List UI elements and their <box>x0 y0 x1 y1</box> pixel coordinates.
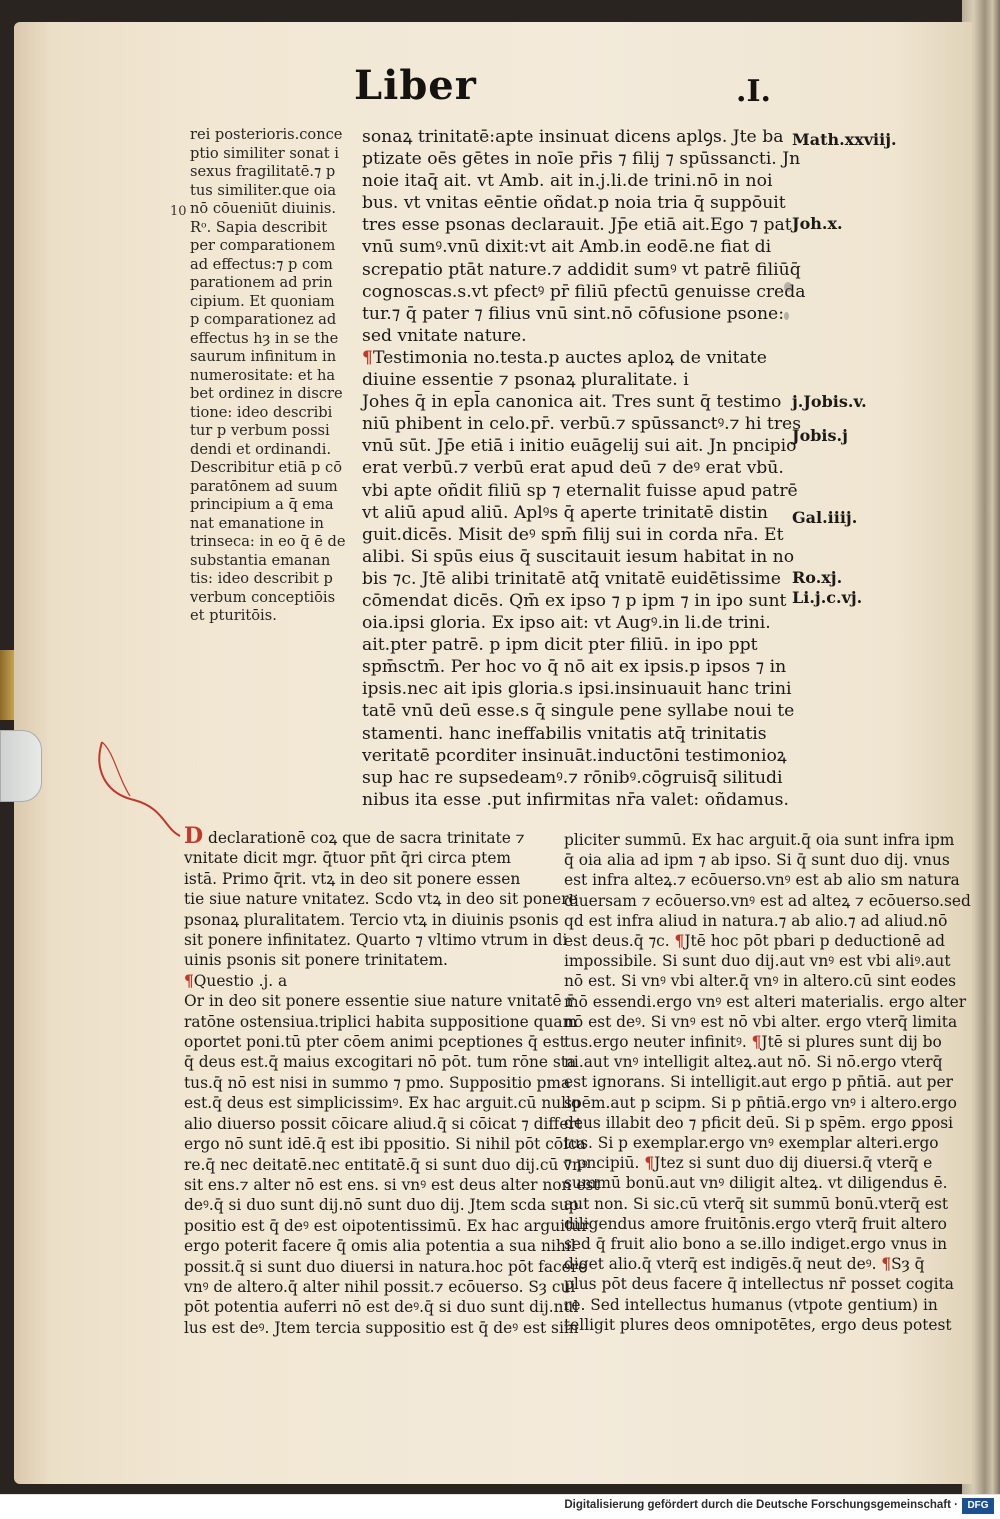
ref-li: Li.j.c.vj. <box>792 588 863 607</box>
main-text-line: stamenti. hanc ineffabilis vnitatis atq̄ trinitatis <box>362 723 767 744</box>
main-text-line: oia.ipsi gloria. Ex ipso ait: vt Augꝰ.in li.de trini. <box>362 613 771 634</box>
gloss-line: dendi et ordinandi. <box>190 440 332 458</box>
lower-left-line: lus est deꝰ. Jtem tercia suppositio est q̄ deꝰ est sim <box>184 1318 579 1337</box>
lower-right-line: ⁊ pncipiū. ¶Jtez si sunt duo dij diuersi.q̄ vterq̄ e <box>564 1154 933 1173</box>
gloss-line: numerositate: et ha <box>190 366 336 384</box>
pilcrow-mark: ¶ <box>674 932 685 951</box>
lower-left-line: istā. Primo q̄rit. vtꝝ in deo sit ponere essen <box>184 869 521 888</box>
gloss-line: rei posterioris.conce <box>190 126 343 143</box>
ref-math: Math.xxviij. <box>792 130 897 149</box>
main-text-line: veritatē pcorditer insinuāt.inductōni testimonioꝝ <box>362 745 787 766</box>
main-text-line: cognoscas.s.vt pfectꝰ pr̄ filiū pfectū genuisse creda <box>362 281 806 302</box>
gloss-line: tione: ideo describi <box>190 403 333 421</box>
main-text-line: vbi apte oñdit filiū sp ⁊ eternalit fuisse apud patrē <box>362 480 798 501</box>
main-text-line: screpatio ptāt nature.⁊ addidit sumꝰ vt patrē filiūq̄ <box>362 259 801 280</box>
lower-left-line: sit ens.⁊ alter nō est ens. si vnꝰ est deus alter non est <box>184 1175 600 1194</box>
gloss-line: verbum conceptiōis <box>190 588 336 606</box>
lower-right-line: nō est deꝰ. Si vnꝰ est nō vbi alter. ergo vterq̄ limita <box>564 1012 958 1031</box>
lower-right-line: aut non. Si sic.cū vterq̄ sit summū bonū.vterq̄ est <box>564 1194 949 1213</box>
lower-right-line: tus. Si p exemplar.ergo vnꝰ exemplar alteri.ergo <box>564 1134 939 1153</box>
gloss-line: saurum infinitum in <box>190 348 337 365</box>
main-text-line: niū phibent in celo.pr̄. verbū.⁊ spūssanctꝰ.⁊ hi tres <box>362 414 802 435</box>
lower-left-line: ratōne ostensiua.triplici habita suppositione quam <box>184 1012 578 1031</box>
gloss-line: effectus hȝ in se the <box>190 329 339 347</box>
main-text-line: ipsis.nec ait ipis gloria.s ipsi.insinuauit hanc trini <box>362 679 792 700</box>
gloss-line: tus similiter.que oia <box>190 181 337 199</box>
gloss-line: principium a q̄ ema <box>190 496 334 513</box>
edge-stain <box>0 650 14 720</box>
gloss-line: bet ordinez in discre <box>190 385 343 402</box>
pilcrow-mark: ¶ <box>184 971 194 990</box>
lower-left-line: vnꝰ de altero.q̄ alter nihil possit.⁊ ecōuerso. Sȝ cui <box>184 1277 576 1296</box>
ref-joh: Joh.x. <box>792 214 843 233</box>
gloss-line: Rᵒ. Sapia describit <box>190 218 328 236</box>
gloss-line: paratōnem ad suum <box>190 477 338 495</box>
main-text-line: guit.dicēs. Misit deꝰ spm̄ filij sui in corda nr̄a. Et <box>362 524 784 545</box>
main-text-line: ait.pter patrē. p ipm dicit pter filiū. in ipo ppt <box>362 635 758 656</box>
lower-right-line: diligendus amore fruitōnis.ergo vterq̄ fruit altero <box>564 1214 947 1233</box>
gloss-line: parationem ad prin <box>190 274 333 291</box>
lower-left-line: tus.q̄ nō est nisi in summo ⁊ pmo. Suppositio pma <box>184 1073 571 1092</box>
gloss-line: nō cōueniūt diuinis. <box>190 200 337 217</box>
decorated-initial: D <box>184 823 204 849</box>
main-text-column <box>362 126 806 811</box>
lower-left-line: Or in deo sit ponere essentie siue nature vnitatē r̄ <box>184 992 574 1011</box>
lower-left-line: tie siue nature vnitatez. Scdo vtꝝ in deo sit ponere <box>184 890 578 909</box>
main-text-line: alibi. Si spūs eius q̄ suscitauit iesum habitat in no <box>362 546 795 567</box>
lower-right-line: mō essendi.ergo vnꝰ est alteri materialis. ergo alter <box>564 992 967 1011</box>
main-text-line: nibus ita esse .put infirmitas nr̄a valet: oñdamus. <box>362 789 789 810</box>
lower-right-line: diget alio.q̄ vterq̄ est indigēs.q̄ neut deꝰ. ¶Sȝ q̄ <box>564 1255 925 1274</box>
pilcrow-mark: ¶ <box>881 1255 892 1274</box>
lower-left-line: oportet poni.tū pter cōem animi pceptiones q̄ est <box>184 1033 566 1052</box>
gloss-line: substantia emanan <box>190 551 331 569</box>
pilcrow-mark: ¶ <box>751 1033 762 1052</box>
lower-right-line: ni.aut vnꝰ intelligit alteꝝ.aut nō. Si nō.ergo vterq̄ <box>564 1053 943 1072</box>
lower-right-line: deus illabit deo ⁊ pficit deū. Si p spēm. ergo ꝑposi <box>564 1113 954 1132</box>
lower-left-line: q̄ deus est.q̄ maius excogitari nō pōt. tum rōne sta <box>184 1053 577 1072</box>
gloss-line: trinseca: in eo q̄ ē de <box>190 533 346 550</box>
main-text-line: Johes q̄ in epl̄a canonica ait. Tres sunt q̄ testimo <box>362 392 782 413</box>
lower-left-line: sit ponere infinitatez. Quarto ⁊ vltimo vtrum in di <box>184 931 568 950</box>
footer-bar <box>0 1494 1000 1519</box>
gloss-line: ad effectus:⁊ p com <box>190 255 333 273</box>
lower-left-line: positio est q̄ deꝰ est oipotentissimū. Ex hac arguitur <box>184 1216 589 1235</box>
ink-smudge <box>784 312 789 320</box>
lower-left-line: vnitate dicit mgr. q̄tuor pn̄t q̄ri circa ptem <box>184 849 512 868</box>
lower-left-line: possit.q̄ si sunt duo diuersi in natura.hoc pōt facere <box>184 1257 588 1276</box>
lower-right-line: pliciter summū. Ex hac arguit.q̄ oia sunt infra ipm <box>564 831 955 849</box>
main-text-line: vnū sumꝰ.vnū dixit:vt ait Amb.in eodē.ne fiat di <box>362 237 772 258</box>
main-text-line: erat verbū.⁊ verbū erat apud deū ⁊ deꝰ erat vbū. <box>362 458 784 479</box>
lower-left-line: D declarationē coꝝ que de sacra trinitate ⁊ <box>184 823 525 849</box>
lower-right-column <box>564 830 971 1335</box>
lower-left-line: deꝰ.q̄ si duo sunt dij.nō sunt duo dij. Jtem scda sup <box>184 1196 579 1215</box>
lower-left-line: psonaꝝ pluralitatem. Tercio vtꝝ in diuinis psonis <box>184 910 559 929</box>
gloss-line: tis: ideo describit p <box>190 570 333 587</box>
main-text-line: ¶Testimonia no.testa.p auctes aploꝝ de vnitate <box>362 347 767 368</box>
ref-ro: Ro.xj. <box>792 568 843 587</box>
pilcrow-mark: ¶ <box>644 1154 655 1173</box>
lower-right-line: qd est infra aliud in natura.⁊ ab alio.⁊ ad aliud.nō <box>564 911 948 930</box>
book-page <box>14 22 972 1484</box>
page-clip <box>0 730 42 802</box>
lower-right-line: spēm.aut p scipm. Si p pn̄tiā.ergo vnꝰ i altero.ergo <box>564 1093 957 1112</box>
lower-left-line: ergo poterit facere q̄ omis alia potentia a sua nihil <box>184 1237 576 1256</box>
lower-left-line: ¶Questio .j. a <box>184 971 288 990</box>
gloss-line: tur p verbum possi <box>190 422 330 439</box>
lower-left-line: pōt potentia auferri nō est deꝰ.q̄ si duo sunt dij.nul <box>184 1298 579 1317</box>
main-text-line: tatē vnū deū esse.s q̄ singule pene syllabe noui te <box>362 701 795 722</box>
gloss-line: per comparationem <box>190 237 336 254</box>
gloss-line: ptio similiter sonat i <box>190 144 339 162</box>
red-flourish-decoration <box>94 738 184 838</box>
ref-jobis-j: Jobis.j <box>792 426 848 445</box>
running-head-liber: Liber <box>354 62 477 109</box>
gloss-line: p comparationez ad <box>190 311 337 328</box>
gloss-line: nat emanatione in <box>190 514 324 532</box>
lower-right-line: est ignorans. Si intelligit.aut ergo p pn̄tiā. aut per <box>564 1073 953 1092</box>
lower-right-line: nō est. Si vnꝰ vbi alter.q̄ vnꝰ in altero.cū sint eodes <box>564 972 957 991</box>
lower-right-line: est deus.q̄ ⁊c. ¶Jtē hoc pōt pbari p deductionē ad <box>564 932 946 951</box>
main-text-line: sup hac re supsedeamꝰ.⁊ rōnibꝰ.cōgruisq̄ silitudi <box>362 767 783 788</box>
ink-smudge <box>784 282 792 292</box>
lower-right-line: tus.ergo neuter infinitꝰ. ¶Jtē si plures sunt dij bo <box>564 1033 942 1052</box>
main-text-line: diuine essentie ⁊ psonaꝝ pluralitate. i <box>362 370 689 391</box>
gloss-line: cipium. Et quoniam <box>190 292 335 310</box>
lower-right-line: telligit plures deos omnipotētes, ergo deus potest <box>564 1315 952 1334</box>
lower-left-line: uinis psonis sit ponere trinitatem. <box>184 951 448 970</box>
main-text-line: tres esse psonas declarauit. Jp̄e etiā ait.Ego ⁊ pat <box>362 215 792 236</box>
gloss-line-number: 10 <box>170 204 187 219</box>
gloss-line: et pturitōis. <box>190 607 277 624</box>
lower-right-line: impossibile. Si sunt duo dij.aut vnꝰ est vbi aliꝰ.aut <box>564 952 951 971</box>
footer-credit: Digitalisierung gefördert durch die Deutsche Forschungsgemeinschaft · <box>564 1499 958 1511</box>
lower-left-line: re.q̄ nec deitatē.nec entitatē.q̄ si sunt duo dij.cū vnꝰ <box>184 1155 588 1174</box>
lower-right-line: plus pōt deus facere q̄ intellectus nr̄ posset cogita <box>564 1275 954 1294</box>
main-text-line: spm̄sctm̄. Per hoc vo q̄ nō ait ex ipsis.p ipsos ⁊ in <box>362 657 787 678</box>
lower-right-line: diuersam ⁊ ecōuerso.vnꝰ est ad alteꝝ ⁊ ecōuerso.sed <box>564 891 971 910</box>
main-text-line: vnū sūt. Jp̄e etiā i initio euāgelij sui ait. Jn pncipio <box>362 436 797 457</box>
lower-left-line: est.q̄ deus est simplicissimꝰ. Ex hac arguit.cū nullo <box>184 1094 581 1113</box>
running-head-numeral: .I. <box>736 74 771 109</box>
main-text-line: bus. vt vnitas eēntie oñdat.p noia tria q̄ suppōuit <box>362 193 786 214</box>
pilcrow-mark: ¶ <box>362 347 373 368</box>
main-text-line: noie itaq̄ ait. vt Amb. ait in.j.li.de trini.nō in noi <box>362 171 773 192</box>
main-text-line: ptizate oēs gētes in noīe pr̄is ⁊ filij ⁊ spūssancti. Jn <box>362 149 801 170</box>
gloss-column <box>190 126 362 626</box>
lower-left-line: alio diuerso possit cōicare aliud.q̄ si cōicat ⁊ differt <box>184 1114 582 1133</box>
lower-right-line: q̄ oia alia ad ipm ⁊ ab ipso. Si q̄ sunt duo dij. vnus <box>564 851 950 870</box>
lower-left-line: ergo nō sunt idē.q̄ est ibi ppositio. Si nihil pōt cōica <box>184 1135 586 1154</box>
lower-right-line: sed q̄ fruit alio bono a se.illo indiget.ergo vnus in <box>564 1235 947 1254</box>
lower-right-line: est infra alteꝝ.⁊ ecōuerso.vnꝰ est ab alio sm natura <box>564 871 960 890</box>
main-text-line: tur.⁊ q̄ pater ⁊ filius vnū sint.nō cōfusione psone: <box>362 303 784 324</box>
main-text-line: bis ⁊c. Jtē alibi trinitatē atq̄ vnitatē euidētissime <box>362 568 781 589</box>
main-text-line: cōmendat dicēs. Qm̄ ex ipso ⁊ p ipm ⁊ in ipo sunt <box>362 590 787 611</box>
ref-gal: Gal.iiij. <box>792 508 858 527</box>
ref-jobis-v: j.Jobis.v. <box>792 392 867 411</box>
gloss-line: sexus fragilitatē.⁊ p <box>190 163 336 180</box>
lower-right-line: re. Sed intellectus humanus (vtpote gentium) in <box>564 1295 938 1314</box>
lower-left-column <box>184 823 600 1338</box>
gloss-line: Describitur etiā p cō <box>190 459 342 476</box>
main-text-line: vt aliū apud aliū. Aplꝰs q̄ aperte trinitatē distin <box>362 502 768 523</box>
lower-right-line: summū bonū.aut vnꝰ diligit alteꝝ. vt diligendus ē. <box>564 1174 948 1193</box>
dfg-logo: DFG <box>962 1498 994 1514</box>
main-text-line: sonaꝝ trinitatē:apte insinuat dicens aplꝯs. Jte ba <box>362 127 784 147</box>
main-text-line: sed vnitate nature. <box>362 325 527 346</box>
